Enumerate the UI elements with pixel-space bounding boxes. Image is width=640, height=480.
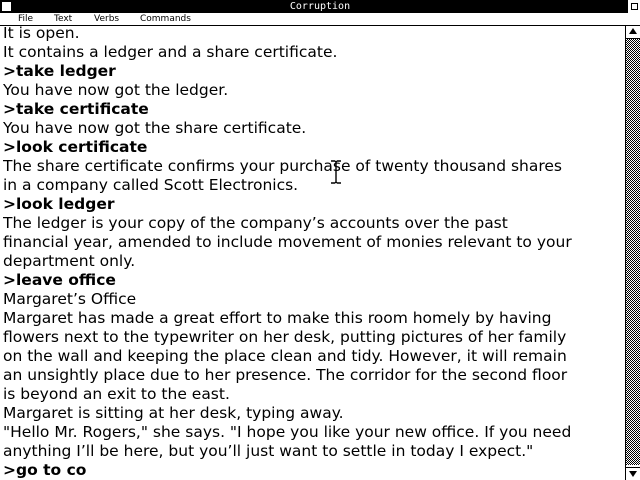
menu-commands[interactable]: Commands — [140, 14, 191, 24]
output-line: an unsightly place due to her presence. The corridor for the second floor — [3, 366, 568, 384]
output-line: flowers next to the typewriter on her desk, putting pictures of her family — [3, 328, 567, 346]
output-line: You have now got the ledger. — [3, 81, 229, 99]
command-line: >go to co — [3, 461, 87, 479]
output-line: Margaret’s Office — [3, 290, 137, 308]
command-line: >take certificate — [3, 100, 149, 118]
output-line: Margaret has made a great effort to make this room homely by having — [3, 309, 552, 327]
output-line: It is open. — [3, 24, 80, 42]
scroll-track[interactable] — [626, 39, 640, 465]
command-line: >leave office — [3, 271, 116, 289]
output-line: department only. — [3, 252, 136, 270]
output-line: Margaret is sitting at her desk, typing away. — [3, 404, 344, 422]
output-line: on the wall and keeping the place clean and tidy. However, it will remain — [3, 347, 567, 365]
command-line: >look ledger — [3, 195, 115, 213]
scroll-down-arrow-icon[interactable] — [626, 467, 640, 480]
i-beam-cursor-icon — [330, 160, 342, 184]
output-line: It contains a ledger and a share certificate. — [3, 43, 338, 61]
menu-file[interactable]: File — [18, 14, 34, 24]
vertical-scrollbar[interactable] — [625, 26, 640, 480]
output-line: financial year, amended to include movement of monies relevant to your — [3, 233, 572, 251]
zoom-box-icon[interactable] — [627, 0, 640, 13]
scroll-up-arrow-icon[interactable] — [626, 26, 640, 39]
menu-verbs[interactable]: Verbs — [94, 14, 120, 24]
output-line: The share certificate confirms your purchase of twenty thousand shares — [3, 157, 563, 175]
title-bar[interactable] — [0, 0, 640, 13]
output-line: The ledger is your copy of the company’s accounts over the past — [3, 214, 508, 232]
output-line: "Hello Mr. Rogers," she says. "I hope you like your new office. If you need — [3, 423, 572, 441]
command-line: >look certificate — [3, 138, 148, 156]
output-line: You have now got the share certificate. — [3, 119, 307, 137]
command-line: >take ledger — [3, 62, 116, 80]
output-line: anything I’ll be here, but you’ll just want to settle in today I expect." — [3, 442, 534, 460]
transcript-area[interactable] — [3, 24, 621, 480]
output-line: in a company called Scott Electronics. — [3, 176, 299, 194]
window-title: Corruption — [289, 1, 351, 12]
menu-text[interactable]: Text — [54, 14, 73, 24]
output-line: is beyond an exit to the east. — [3, 385, 230, 403]
